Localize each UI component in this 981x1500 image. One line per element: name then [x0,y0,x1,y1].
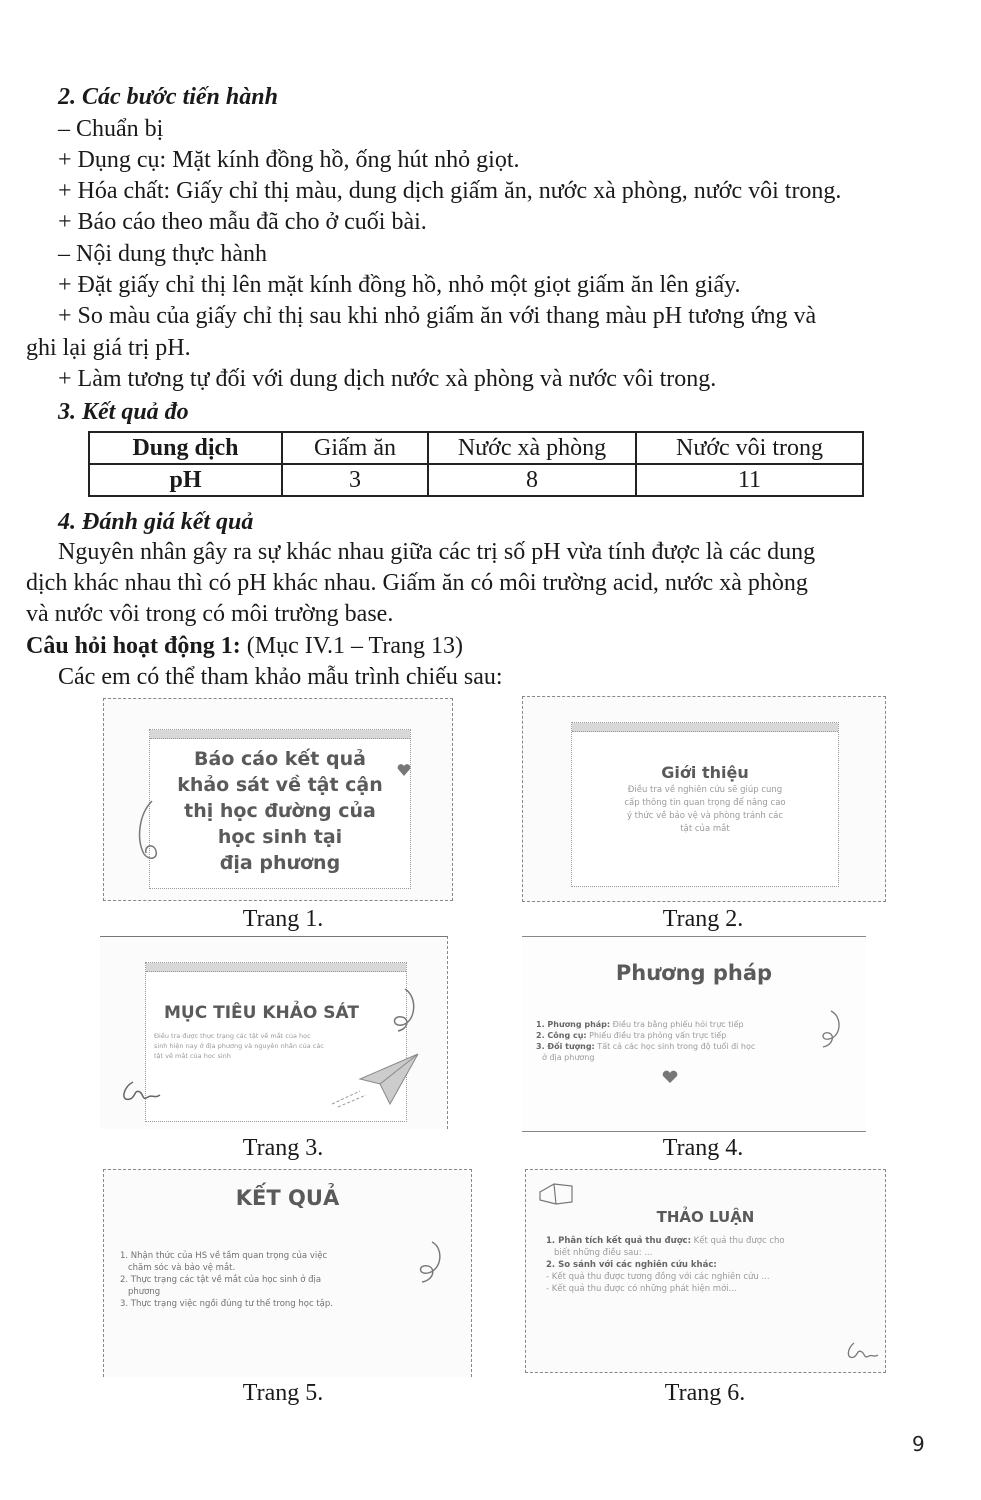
body-line: 3. Thực trạng việc ngồi đúng tư thế trong học tập. [120,1299,333,1309]
title-line: khảo sát về tật cận [177,774,383,796]
body-line: ý thức về bảo vệ và phòng tránh các [626,811,784,821]
body-line: sinh hiện nay ở địa phương và nguyên nhân của các [154,1042,324,1050]
body-item: biết những điều sau: ... [554,1248,653,1258]
body-item: 2. So sánh với các nghiên cứu khác: [546,1260,717,1270]
body-line: tật của mắt [680,824,730,834]
body-item: ở địa phương [542,1053,595,1062]
evaluation-line-1: Nguyên nhân gây ra sự khác nhau giữa các trị số pH vừa tính được là các dung [58,539,816,565]
table-row [89,464,863,496]
signature-icon [118,1077,178,1107]
slide-title: Phương pháp [615,961,773,985]
evaluation-line-2: dịch khác nhau thì có pH khác nhau. Giấm ăn có môi trường acid, nước xà phòng [26,570,808,596]
table-cell: Nước vôi trong [636,432,863,464]
heart-icon [397,763,411,777]
page-number: 9 [912,1432,925,1456]
step-1: + Đặt giấy chỉ thị lên mặt kính đồng hồ, nhỏ một giọt giấm ăn lên giấy. [58,272,741,298]
swirl-icon [390,987,420,1032]
slide-thumbnail-6 [525,1169,886,1373]
prep-label: – Chuẩn bị [58,116,164,142]
activity-intro: Các em có thể tham khảo mẫu trình chiếu sau: [58,664,503,690]
slide-thumbnail-1 [103,698,453,901]
activity-question [26,631,463,661]
swirl-icon [134,799,164,864]
body-item: 2. Công cụ: Phiếu điều tra phỏng vấn trực tiếp [536,1031,727,1040]
slide-thumbnail-3 [100,936,448,1129]
slide-frame [571,722,839,887]
slide-caption-1: Trang 1. [242,906,324,932]
ph-results-table [88,431,864,497]
body-item: 3. Đối tượng: Tất cả các học sinh trong độ tuổi đi học [536,1042,756,1051]
table-header-row [89,432,863,464]
section-heading-steps: 2. Các bước tiến hành [58,84,278,110]
slide-title: Giới thiệu [661,763,749,782]
table-cell: Nước xà phòng [428,432,636,464]
activity-ref: (Mục IV.1 – Trang 13) [240,633,463,659]
body-line: Điều tra được thực trạng các tật về mắt của học [154,1032,311,1040]
table-cell: 3 [282,464,428,496]
slide-frame-bar [150,730,410,739]
section-heading-evaluation: 4. Đánh giá kết quả [58,509,254,535]
body-line: chăm sóc và bảo vệ mắt. [128,1263,236,1273]
body-item: 1. Phương pháp: Điều tra bằng phiếu hỏi trực tiếp [536,1020,744,1029]
slide-caption-3: Trang 3. [242,1135,324,1161]
slide-body [120,1250,333,1310]
slide-thumbnail-5 [103,1169,472,1377]
slide-caption-6: Trang 6. [664,1380,746,1406]
swirl-icon [414,1240,448,1285]
slide-frame-bar [572,723,838,732]
step-3: + Làm tương tự đối với dung dịch nước xà phòng và nước vôi trong. [58,366,717,392]
table-cell: Dung dịch [89,432,282,464]
slide-thumbnail-4 [522,936,866,1132]
body-line: tật về mắt của học sinh [154,1052,231,1060]
title-line: địa phương [219,852,341,874]
body-line: 2. Thực trạng các tật về mắt của học sinh ở địa [120,1275,322,1285]
slide-title: KẾT QUẢ [235,1186,340,1210]
tools-item: + Dụng cụ: Mặt kính đồng hồ, ống hút nhỏ giọt. [58,147,520,173]
title-line: học sinh tại [217,826,343,848]
content-label: – Nội dung thực hành [58,241,267,267]
slide-frame-bar [146,963,406,972]
title-line: Báo cáo kết quả [194,748,366,770]
swirl-icon [817,1009,847,1049]
body-line: 1. Nhận thức của HS về tầm quan trọng của việc [120,1251,328,1261]
heart-icon [662,1070,678,1084]
slide-body [572,784,838,836]
body-item: - Kết quả thu được tương đồng với các nghiên cứu ... [546,1272,770,1282]
body-line: cấp thông tin quan trọng để nâng cao [624,798,786,808]
report-item: + Báo cáo theo mẫu đã cho ở cuối bài. [58,209,427,235]
slide-caption-2: Trang 2. [662,906,744,932]
activity-label: Câu hỏi hoạt động 1: [26,633,241,659]
signature-icon [844,1340,880,1364]
book-icon [536,1178,576,1208]
slide-body [546,1235,785,1295]
body-item: 1. Phân tích kết quả thu được: Kết quả thu được cho [546,1236,785,1246]
slide-body [154,1031,324,1061]
step-2-line-1: + So màu của giấy chỉ thị sau khi nhỏ giấm ăn với thang màu pH tương ứng và [58,303,817,329]
title-line: thị học đường của [184,800,376,822]
table-cell: 8 [428,464,636,496]
evaluation-line-3: và nước vôi trong có môi trường base. [26,601,394,627]
table-cell: pH [89,464,282,496]
slide-title [150,746,410,876]
slide-body [536,1019,755,1063]
step-2-line-2: ghi lại giá trị pH. [26,335,191,361]
paper-plane-icon [330,1049,420,1109]
table-cell: 11 [636,464,863,496]
body-item: - Kết quả thu được có những phát hiện mới... [546,1284,737,1294]
chemicals-item: + Hóa chất: Giấy chỉ thị màu, dung dịch giấm ăn, nước xà phòng, nước vôi trong. [58,178,842,204]
slide-thumbnail-2 [522,696,886,902]
section-heading-results: 3. Kết quả đo [58,399,189,425]
slide-caption-5: Trang 5. [242,1380,324,1406]
slide-caption-4: Trang 4. [662,1135,744,1161]
slide-frame [149,729,411,889]
body-line: Điều tra về nghiên cứu sẽ giúp cung [627,785,783,795]
slide-title: MỤC TIÊU KHẢO SÁT [164,1003,359,1023]
table-cell: Giấm ăn [282,432,428,464]
slide-title: THẢO LUẬN [656,1208,755,1226]
body-line: phương [128,1287,161,1297]
